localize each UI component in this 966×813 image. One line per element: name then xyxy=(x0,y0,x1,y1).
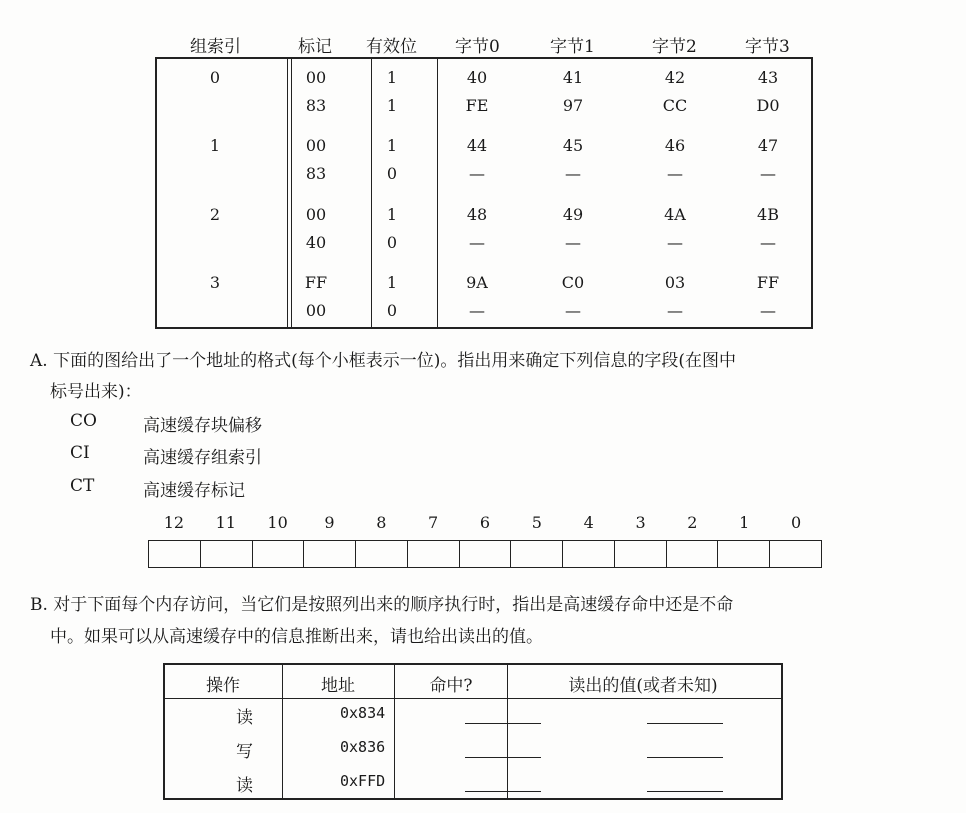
bit-number-label: 6 xyxy=(479,513,491,532)
bit-box[interactable] xyxy=(253,541,305,567)
bit-number-label: 4 xyxy=(583,513,594,532)
divider xyxy=(165,698,781,699)
byte-cell: — xyxy=(760,233,776,252)
value-answer-blank[interactable] xyxy=(647,791,723,792)
byte-cell: 48 xyxy=(466,205,488,224)
bit-number-label: 1 xyxy=(739,513,750,532)
address-bit-boxes xyxy=(148,540,822,568)
header-byte0: 字节0 xyxy=(455,37,500,57)
byte-cell: — xyxy=(469,164,485,183)
header-tag: 标记 xyxy=(298,37,332,57)
field-ci-desc: 高速缓存组索引 xyxy=(143,448,262,468)
byte-cell: 40 xyxy=(466,68,488,87)
bit-box[interactable] xyxy=(304,541,356,567)
bit-number-label: 9 xyxy=(324,513,335,532)
bit-number-label: 0 xyxy=(790,513,802,532)
set-index-cell: 2 xyxy=(209,205,221,224)
field-co-abbr: CO xyxy=(70,411,97,431)
divider xyxy=(394,665,395,798)
value-answer-blank[interactable] xyxy=(647,757,723,758)
tag-cell: 00 xyxy=(305,301,327,320)
byte-cell: 41 xyxy=(562,68,584,87)
header-byte3: 字节3 xyxy=(745,37,790,57)
address-cell: 0xFFD xyxy=(340,772,386,790)
field-co-desc: 高速缓存块偏移 xyxy=(143,416,262,436)
valid-bit-cell: 0 xyxy=(386,233,398,252)
bit-box[interactable] xyxy=(615,541,667,567)
header-operation: 操作 xyxy=(206,676,240,696)
byte-cell: 42 xyxy=(664,68,686,87)
tag-cell: 83 xyxy=(305,96,327,115)
byte-cell: 9A xyxy=(466,273,488,292)
byte-cell: 03 xyxy=(664,273,686,292)
byte-cell: 49 xyxy=(562,205,584,224)
tag-cell: 40 xyxy=(305,233,327,252)
byte-cell: 4A xyxy=(664,205,686,224)
memory-access-table xyxy=(163,663,783,800)
valid-bit-cell: 1 xyxy=(386,205,398,224)
tag-cell: FF xyxy=(304,273,328,292)
bit-box[interactable] xyxy=(770,541,821,567)
byte-cell: 4B xyxy=(757,205,779,224)
bit-box[interactable] xyxy=(563,541,615,567)
byte-cell: C0 xyxy=(561,273,585,292)
byte-cell: — xyxy=(667,301,683,320)
tag-cell: 00 xyxy=(305,205,327,224)
bit-box[interactable] xyxy=(718,541,770,567)
valid-bit-cell: 1 xyxy=(386,68,398,87)
divider xyxy=(282,665,283,798)
set-index-cell: 3 xyxy=(209,273,221,292)
part-b-text: B. 对于下面每个内存访问，当它们是按照列出来的顺序执行时，指出是高速缓存命中还是不命 xyxy=(30,595,734,615)
hit-answer-blank[interactable] xyxy=(465,757,541,758)
byte-cell: D0 xyxy=(756,96,780,115)
bit-number-label: 5 xyxy=(531,513,542,532)
valid-bit-cell: 1 xyxy=(386,273,398,292)
hit-answer-blank[interactable] xyxy=(465,723,541,724)
bit-number-label: 2 xyxy=(687,513,698,532)
part-a-text-cont: 标号出来)： xyxy=(50,382,142,402)
operation-cell: 写 xyxy=(236,742,253,762)
tag-cell: 00 xyxy=(305,136,327,155)
value-answer-blank[interactable] xyxy=(647,723,723,724)
operation-cell: 读 xyxy=(236,776,253,796)
bit-number-label: 7 xyxy=(428,513,439,532)
field-ci-abbr: CI xyxy=(70,443,90,463)
byte-cell: 44 xyxy=(466,136,488,155)
bit-number-label: 8 xyxy=(376,513,387,532)
header-value-read: 读出的值(或者未知) xyxy=(568,676,718,696)
byte-cell: — xyxy=(667,233,683,252)
part-b-text-cont: 中。如果可以从高速缓存中的信息推断出来，请也给出读出的值。 xyxy=(50,627,543,647)
byte-cell: 45 xyxy=(562,136,584,155)
bit-number-label: 3 xyxy=(635,513,646,532)
valid-bit-cell: 1 xyxy=(386,136,398,155)
address-cell: 0x836 xyxy=(340,738,386,756)
set-index-cell: 0 xyxy=(209,68,221,87)
header-hit: 命中? xyxy=(429,676,473,696)
byte-cell: — xyxy=(565,164,581,183)
bit-box[interactable] xyxy=(356,541,408,567)
bit-box[interactable] xyxy=(511,541,563,567)
byte-cell: FF xyxy=(756,273,780,292)
byte-cell: 97 xyxy=(562,96,584,115)
valid-bit-cell: 0 xyxy=(386,301,398,320)
header-byte2: 字节2 xyxy=(652,37,697,57)
bit-box[interactable] xyxy=(460,541,512,567)
byte-cell: 47 xyxy=(757,136,779,155)
bit-box[interactable] xyxy=(201,541,253,567)
header-set-index: 组索引 xyxy=(190,37,241,57)
part-a-text: A. 下面的图给出了一个地址的格式(每个小框表示一位)。指出用来确定下列信息的字段(在图中 xyxy=(30,351,736,371)
hit-answer-blank[interactable] xyxy=(465,791,541,792)
valid-bit-cell: 1 xyxy=(386,96,398,115)
bit-box[interactable] xyxy=(408,541,460,567)
header-byte1: 字节1 xyxy=(550,37,595,57)
byte-cell: — xyxy=(667,164,683,183)
bit-number-label: 10 xyxy=(267,513,288,532)
field-ct-abbr: CT xyxy=(70,476,95,496)
byte-cell: — xyxy=(565,233,581,252)
divider xyxy=(507,665,508,798)
byte-cell: CC xyxy=(662,96,688,115)
byte-cell: — xyxy=(469,301,485,320)
bit-box[interactable] xyxy=(149,541,201,567)
byte-cell: — xyxy=(565,301,581,320)
tag-cell: 00 xyxy=(305,68,327,87)
bit-number-label: 12 xyxy=(163,513,185,532)
byte-cell: FE xyxy=(465,96,489,115)
address-cell: 0x834 xyxy=(340,704,386,722)
header-address: 地址 xyxy=(321,676,355,696)
byte-cell: — xyxy=(760,164,776,183)
set-index-cell: 1 xyxy=(209,136,221,155)
field-ct-desc: 高速缓存标记 xyxy=(143,481,245,501)
byte-cell: — xyxy=(760,301,776,320)
valid-bit-cell: 0 xyxy=(386,164,398,183)
bit-box[interactable] xyxy=(667,541,719,567)
operation-cell: 读 xyxy=(236,708,253,728)
bit-number-label: 11 xyxy=(215,513,236,532)
byte-cell: — xyxy=(469,233,485,252)
header-valid: 有效位 xyxy=(366,37,417,57)
byte-cell: 43 xyxy=(757,68,779,87)
tag-cell: 83 xyxy=(305,164,327,183)
byte-cell: 46 xyxy=(664,136,686,155)
